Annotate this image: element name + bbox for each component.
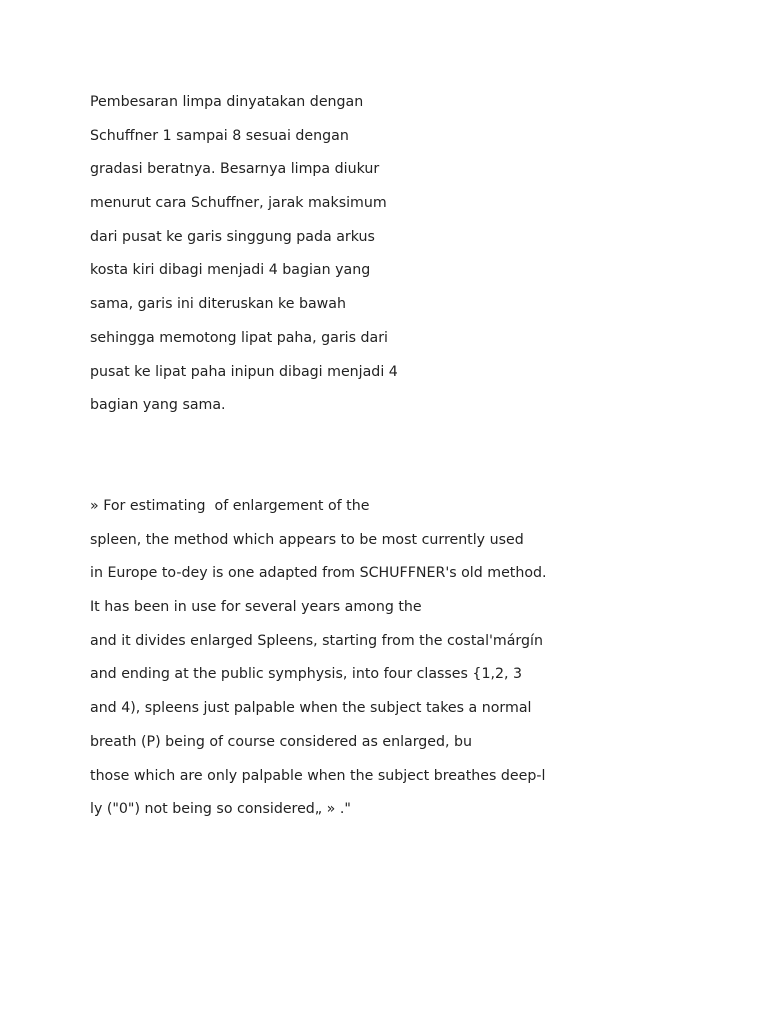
text-line: menurut cara Schuffner, jarak maksimum <box>90 195 387 212</box>
text-line: gradasi beratnya. Besarnya limpa diukur <box>90 161 380 178</box>
text-line: pusat ke lipat paha inipun dibagi menjadi 4 <box>90 363 398 380</box>
text-line: and ending at the public symphysis, into four classes {1,2, 3 <box>90 666 523 683</box>
text-line: spleen, the method which appears to be most currently used <box>90 531 524 548</box>
text-line: Pembesaran limpa dinyatakan dengan <box>90 94 364 110</box>
text-line: breath (P) being of course considered as enlarged, bu <box>90 733 473 750</box>
text-line: those which are only palpable when the subject breathes deep-l <box>90 767 546 784</box>
text-line: in Europe to-dey is one adapted from SCHUFFNER's old method. <box>90 565 547 582</box>
text-line: ly ("0") not being so considered„ » ." <box>90 801 351 818</box>
text-line: and it divides enlarged Spleens, starting from the costal'márgín <box>90 632 543 649</box>
text-line: dari pusat ke garis singgung pada arkus <box>90 228 375 245</box>
english-quote-paragraph <box>90 495 547 832</box>
text-line: sama, garis ini diteruskan ke bawah <box>90 296 346 313</box>
text-line: and 4), spleens just palpable when the subject takes a normal <box>90 700 532 717</box>
text-line: bagian yang sama. <box>90 397 226 414</box>
text-line: Schuffner 1 sampai 8 sesuai dengan <box>90 127 349 144</box>
text-line: sehingga memotong lipat paha, garis dari <box>90 329 388 346</box>
text-line: » For estimating of enlargement of the <box>90 498 370 514</box>
text-line: It has been in use for several years among the <box>90 599 422 616</box>
text-line: kosta kiri dibagi menjadi 4 bagian yang <box>90 262 371 279</box>
indonesian-paragraph <box>90 91 398 428</box>
